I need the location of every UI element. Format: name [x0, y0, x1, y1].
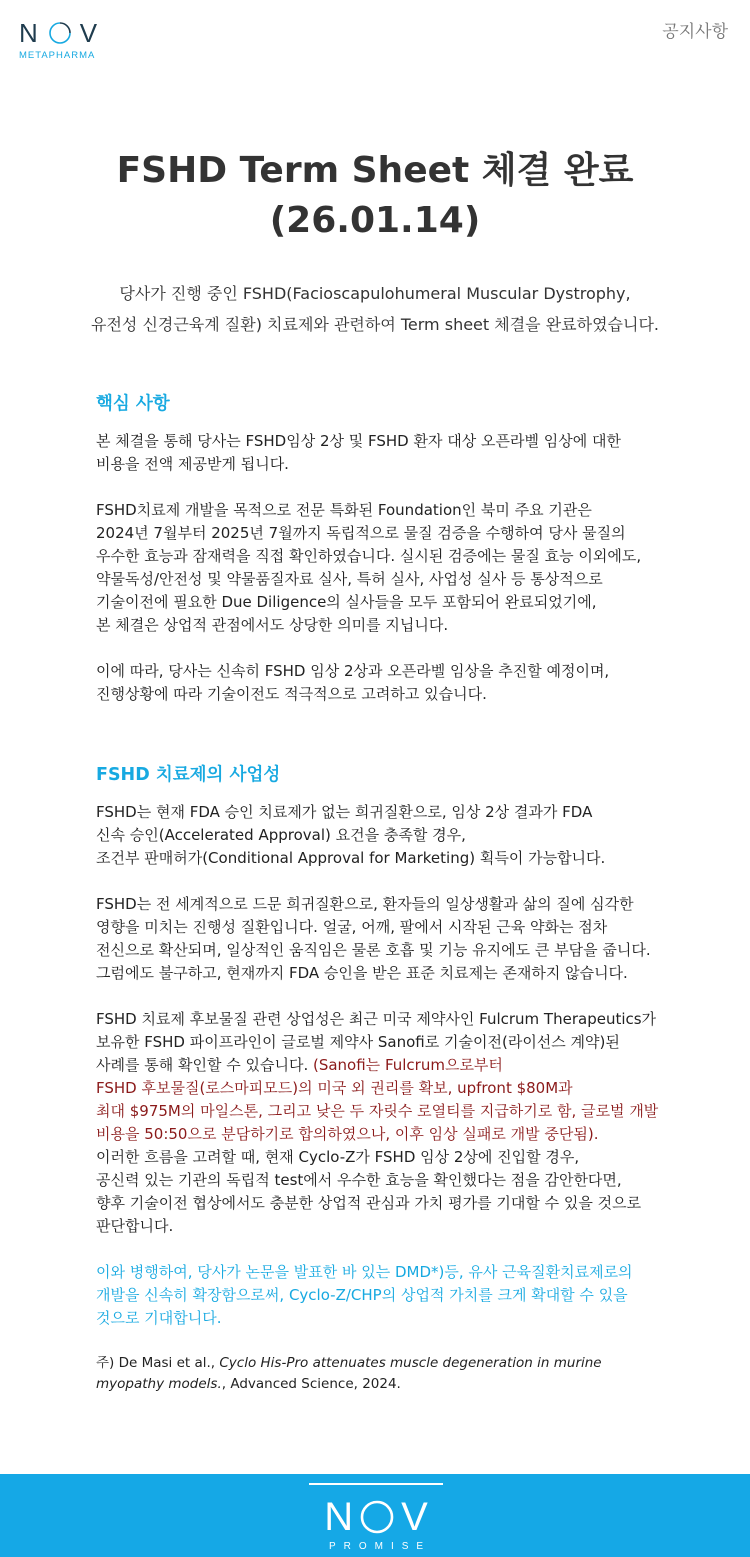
section-title-business: FSHD 치료제의 사업성 — [96, 765, 281, 785]
text-line — [96, 1054, 676, 1077]
logo-mark — [19, 18, 119, 48]
key-points-paragraph-1 — [96, 430, 676, 476]
highlight-line: FSHD 후보물질(로스마피모드)의 미국 외 권리를 확보, upfront $80M과 — [96, 1079, 573, 1097]
text-line: 본 체결은 상업적 관점에서도 상당한 의미를 지닙니다. — [96, 616, 449, 634]
footnote-journal: , Advanced Science, 2024. — [221, 1376, 401, 1392]
article-body — [96, 390, 676, 1395]
highlight-text: (Sanofi는 Fulcrum으로부터 — [312, 1056, 503, 1074]
text-line: 신속 승인(Accelerated Approval) 요건을 충족할 경우, — [96, 826, 466, 844]
text-line: 약물독성/안전성 및 약물품질자료 실사, 특허 실사, 사업성 실사 등 통상적으로 — [96, 570, 603, 588]
text-line: 전신으로 확산되며, 일상적인 움직임은 물론 호흡 및 기능 유지에도 큰 부담을 줍니다. — [96, 941, 651, 959]
text-line: 우수한 효능과 잠재력을 직접 확인하였습니다. 실시된 검증에는 물질 효능 이외에도, — [96, 547, 642, 565]
text-line: 이에 따라, 당사는 신속히 FSHD 임상 2상과 오픈라벨 임상을 추진할 예정이며, — [96, 662, 610, 680]
footnote-prefix: 주) De Masi et al., — [96, 1355, 220, 1371]
text-line: FSHD치료제 개발을 목적으로 전문 특화된 Foundation인 북미 주요 기관은 — [96, 501, 592, 519]
footer-logo-rule — [309, 1483, 443, 1485]
text-line: 비용을 전액 제공받게 됩니다. — [96, 455, 289, 473]
footnote-paper-title: Cyclo His-Pro attenuates muscle degeneration in murine — [219, 1355, 602, 1371]
footer-logo-mark — [309, 1495, 443, 1539]
text-line: 이러한 흐름을 고려할 때, 현재 Cyclo-Z가 FSHD 임상 2상에 진입할 경우, — [96, 1148, 580, 1166]
footnote-line-1 — [96, 1353, 676, 1374]
text-line: FSHD 치료제 후보물질 관련 상업성은 최근 미국 제약사인 Fulcrum Therapeutics가 — [96, 1010, 657, 1028]
logo-letter-n: N — [19, 18, 40, 48]
text-line: 보유한 FSHD 파이프라인이 글로벌 제약사 Sanofi로 기술이전(라이선스 계약)된 — [96, 1033, 620, 1051]
logo-letter-v: V — [79, 18, 100, 48]
business-paragraph-2 — [96, 893, 676, 985]
highlight-line: 최대 $975M의 마일스톤, 그리고 낮은 두 자릿수 로열티를 지급하기로 함, 글로벌 개발 — [96, 1102, 659, 1120]
footer-letter-v: V — [401, 1495, 428, 1539]
page-title — [0, 146, 750, 246]
text-line: FSHD는 전 세계적으로 드문 희귀질환으로, 환자들의 일상생활과 삶의 질에 심각한 — [96, 895, 634, 913]
footer-letter-n: N — [324, 1495, 354, 1539]
footnote-reference — [96, 1353, 676, 1395]
highlight-line: 비용을 50:50으로 분담하기로 합의하였으나, 이후 임상 실패로 개발 중단됨). — [96, 1125, 599, 1143]
key-points-paragraph-3 — [96, 660, 676, 706]
footnote-line-2 — [96, 1374, 676, 1395]
page-footer — [0, 1474, 750, 1557]
text-line: FSHD는 현재 FDA 승인 치료제가 없는 희귀질환으로, 임상 2상 결과가 FDA — [96, 803, 593, 821]
text-line: 그럼에도 불구하고, 현재까지 FDA 승인을 받은 표준 치료제는 존재하지 않습니다. — [96, 964, 628, 982]
section-title-key-points: 핵심 사항 — [96, 394, 170, 414]
text-line: 2024년 7월부터 2025년 7월까지 독립적으로 물질 검증을 수행하여 당사 물질의 — [96, 524, 626, 542]
text-line: 기술이전에 필요한 Due Diligence의 실사들을 모두 포함되어 완료되었기에, — [96, 593, 597, 611]
text-line: 영향을 미치는 진행성 질환입니다. 얼굴, 어깨, 팔에서 시작된 근육 약화는 점차 — [96, 918, 608, 936]
text-segment: 사례를 통해 확인할 수 있습니다. — [96, 1056, 313, 1074]
page-header — [0, 0, 750, 80]
text-line: 개발을 신속히 확장함으로써, Cyclo-Z/CHP의 상업적 가치를 크게 확대할 수 있을 — [96, 1286, 628, 1304]
text-line: 판단합니다. — [96, 1217, 174, 1235]
text-line: 것으로 기대합니다. — [96, 1309, 222, 1327]
business-paragraph-4-highlight — [96, 1261, 676, 1330]
text-line: 이와 병행하여, 당사가 논문을 발표한 바 있는 DMD*)등, 유사 근육질환치료제로의 — [96, 1263, 633, 1281]
text-line: 공신력 있는 기관의 독립적 test에서 우수한 효능을 확인했다는 점을 감안한다면, — [96, 1171, 622, 1189]
footer-o-circle-icon — [359, 1499, 395, 1535]
text-line: 진행상황에 따라 기술이전도 적극적으로 고려하고 있습니다. — [96, 685, 487, 703]
logo-o-circle-icon — [48, 21, 72, 45]
nov-metapharma-logo[interactable] — [19, 18, 119, 61]
footer-logo-subtitle: PROMISE — [328, 1541, 432, 1552]
business-paragraph-1 — [96, 801, 676, 870]
text-line: 조건부 판매허가(Conditional Approval for Marketing) 획득이 가능합니다. — [96, 849, 606, 867]
footnote-paper-title-cont: myopathy models. — [96, 1376, 222, 1392]
intro-line-1: 당사가 진행 중인 FSHD(Facioscapulohumeral Muscular Dystrophy, — [119, 284, 631, 303]
logo-subtitle: METAPHARMA — [19, 50, 96, 61]
page-title-line-2: (26.01.14) — [269, 200, 481, 241]
intro-line-2: 유전성 신경근육계 질환) 치료제와 관련하여 Term sheet 체결을 완료하였습니다. — [90, 315, 659, 334]
text-line: 향후 기술이전 협상에서도 충분한 상업적 관심과 가치 평가를 기대할 수 있을 것으로 — [96, 1194, 642, 1212]
business-paragraph-3 — [96, 1008, 676, 1238]
page-title-line-1: FSHD Term Sheet 체결 완료 — [116, 150, 634, 191]
nov-promise-logo — [309, 1483, 443, 1553]
intro-text — [60, 278, 690, 340]
text-line: 본 체결을 통해 당사는 FSHD임상 2상 및 FSHD 환자 대상 오픈라벨 임상에 대한 — [96, 432, 621, 450]
key-points-paragraph-2 — [96, 499, 676, 637]
notice-nav-link[interactable]: 공지사항 — [662, 22, 728, 42]
